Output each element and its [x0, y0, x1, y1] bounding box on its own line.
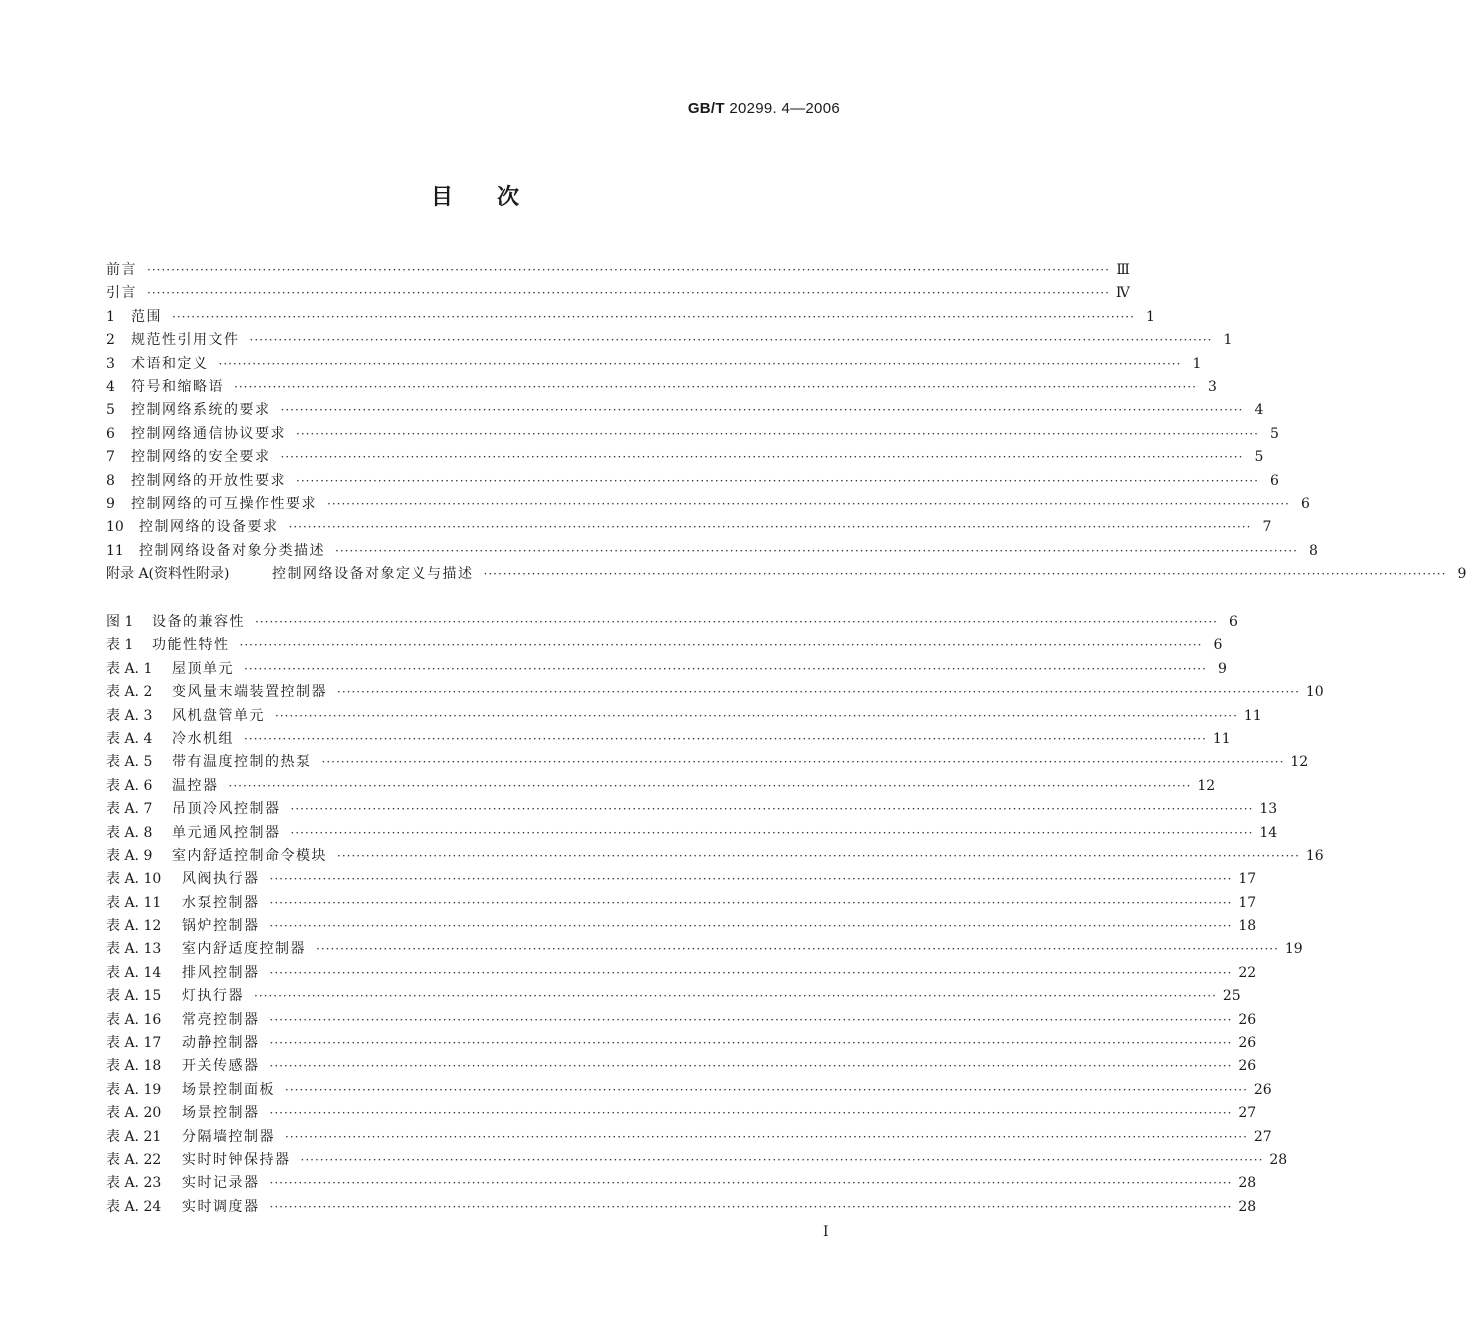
- dot-leader: ········································································································································································································: [285, 1082, 1248, 1097]
- dot-leader: ········································································································································································································: [483, 567, 1447, 582]
- toc-entry-page: 28: [1238, 1175, 1257, 1192]
- toc-entry-number: 2: [106, 332, 115, 349]
- dot-leader: ········································································································································································································: [335, 543, 1298, 558]
- toc-entry-label: 带有温度控制的热泵: [172, 754, 312, 771]
- toc-entry-number: 表 A. 16: [106, 1011, 162, 1028]
- dot-leader: ········································································································································································································: [244, 731, 1207, 746]
- toc-entry[interactable]: [106, 658, 1227, 681]
- toc-entry-page: 6: [1228, 614, 1238, 630]
- toc-entry[interactable]: [106, 728, 1231, 751]
- toc-entry-page: 10: [1305, 684, 1324, 701]
- toc-entry[interactable]: [106, 306, 1155, 329]
- standard-prefix: GB/T: [687, 100, 725, 117]
- toc-entry-page: 22: [1238, 964, 1257, 981]
- toc-entry[interactable]: [106, 634, 1223, 657]
- toc-entry-number: 8: [106, 472, 115, 489]
- toc-entry[interactable]: [106, 1032, 1257, 1055]
- dot-leader: ········································································································································································································: [290, 825, 1254, 840]
- toc-entry-label: 实时调度器: [182, 1198, 260, 1215]
- toc-entry-label: 前言: [106, 262, 137, 278]
- toc-entry-label: 引言: [106, 285, 137, 302]
- toc-entry-number: 10: [106, 519, 124, 536]
- toc-entry[interactable]: [106, 1149, 1288, 1172]
- toc-entry-number: 3: [106, 355, 115, 372]
- toc-entry-label: 风机盘管单元: [172, 707, 265, 724]
- standard-code: [688, 100, 840, 117]
- toc-entry[interactable]: [106, 259, 1130, 282]
- toc-entry-number: 11: [106, 542, 124, 559]
- toc-entry-label: 灯执行器: [182, 988, 244, 1005]
- toc-entry-label: 开关传感器: [182, 1058, 260, 1075]
- dot-leader: ········································································································································································································: [337, 848, 1300, 863]
- toc-entry-page: 5: [1269, 425, 1279, 442]
- toc-entry-page: 26: [1238, 1035, 1257, 1052]
- toc-entry-number: 9: [106, 495, 115, 512]
- toc-entry[interactable]: [106, 1172, 1257, 1195]
- toc-entry-number: 表 A. 13: [106, 941, 162, 958]
- toc-entry-number: 表 A. 24: [106, 1198, 162, 1215]
- toc-entry-page: 18: [1238, 918, 1257, 935]
- dot-leader: ········································································································································································································: [147, 263, 1110, 277]
- dot-leader: ········································································································································································································: [275, 708, 1238, 723]
- toc-entry-page: 11: [1212, 730, 1231, 747]
- toc-entry-number: 表 A. 8: [106, 824, 153, 841]
- toc-entry-page: 27: [1238, 1105, 1257, 1122]
- toc-entry-label: 规范性引用文件: [131, 332, 240, 349]
- toc-entry-number: 表 A. 1: [106, 660, 153, 677]
- dot-leader: ········································································································································································································: [269, 919, 1233, 934]
- toc-entry-page: 4: [1254, 402, 1264, 419]
- toc-entry[interactable]: [106, 423, 1279, 446]
- toc-entry-label: 功能性特性: [152, 637, 230, 654]
- toc-entry-label: 室内舒适控制命令模块: [172, 847, 327, 864]
- toc-entry[interactable]: [106, 915, 1257, 938]
- toc-entry-page: 17: [1238, 871, 1257, 888]
- dot-leader: ········································································································································································································: [239, 638, 1203, 653]
- toc-figures-list: [106, 611, 1324, 1219]
- toc-entry-page: 25: [1222, 988, 1241, 1005]
- toc-entry-page: 6: [1213, 637, 1223, 654]
- dot-leader: ········································································································································································································: [269, 1036, 1233, 1051]
- toc-entry-page: 28: [1238, 1198, 1257, 1215]
- dot-leader: ········································································································································································································: [255, 615, 1218, 629]
- dot-leader: ········································································································································································································: [269, 1199, 1233, 1214]
- toc-entry[interactable]: [106, 1196, 1257, 1219]
- toc-entry-number: 1: [106, 308, 115, 325]
- toc-entry-page: 11: [1243, 707, 1262, 724]
- dot-leader: ········································································································································································································: [147, 286, 1110, 301]
- dot-leader: ········································································································································································································: [296, 473, 1259, 488]
- toc-entry-number: 表 A. 21: [106, 1128, 162, 1145]
- toc-entry-label: 风阀执行器: [182, 871, 260, 888]
- toc-entry-number: 5: [106, 402, 115, 419]
- toc-entry-number: 6: [106, 425, 115, 442]
- toc-entry[interactable]: [106, 868, 1257, 891]
- toc-entry[interactable]: [106, 376, 1217, 399]
- toc-entry-page: 8: [1308, 542, 1318, 559]
- toc-entry-page: 27: [1253, 1128, 1272, 1145]
- toc-entry-number: 表 A. 20: [106, 1105, 162, 1122]
- toc-entry-label: 屋顶单元: [172, 660, 234, 677]
- toc-entry[interactable]: [106, 1055, 1257, 1078]
- dot-leader: ········································································································································································································: [290, 802, 1254, 817]
- toc-entry-number: 7: [106, 449, 115, 466]
- toc-entry-number: 表 A. 19: [106, 1081, 162, 1098]
- toc-entry-label: 常亮控制器: [182, 1011, 260, 1028]
- toc-entry-number: 表 A. 14: [106, 964, 162, 981]
- toc-entry-number: 表 A. 6: [106, 777, 153, 794]
- toc-entry-number: 图 1: [106, 614, 134, 630]
- toc-entry-page: 16: [1305, 847, 1324, 864]
- dot-leader: ········································································································································································································: [296, 426, 1259, 441]
- toc-entry[interactable]: [106, 985, 1241, 1008]
- toc-entry[interactable]: [106, 962, 1257, 985]
- dot-leader: ········································································································································································································: [228, 778, 1192, 793]
- toc-entry-page: Ⅳ: [1115, 285, 1130, 302]
- toc-entry-page: 14: [1259, 824, 1278, 841]
- toc-entry[interactable]: [106, 1079, 1272, 1102]
- toc-entry-label: 分隔墙控制器: [182, 1128, 275, 1145]
- toc-main-list: [106, 259, 1466, 586]
- toc-entry-page: 26: [1253, 1081, 1272, 1098]
- toc-entry-label: 控制网络系统的要求: [131, 402, 271, 419]
- dot-leader: ········································································································································································································: [285, 1129, 1248, 1144]
- toc-entry-page: 9: [1217, 660, 1227, 677]
- dot-leader: ········································································································································································································: [337, 685, 1300, 700]
- toc-entry-number: 表 A. 10: [106, 871, 162, 888]
- toc-entry[interactable]: [106, 822, 1278, 845]
- toc-entry-number: 表 A. 11: [106, 894, 162, 911]
- toc-entry-label: 冷水机组: [172, 730, 234, 747]
- toc-entry-page: 12: [1290, 754, 1309, 771]
- toc-entry-number: 表 A. 4: [106, 730, 153, 747]
- toc-entry[interactable]: [106, 938, 1303, 961]
- dot-leader: ········································································································································································································: [316, 942, 1279, 957]
- toc-entry-label: 符号和缩略语: [131, 378, 224, 395]
- toc-entry-label: 水泵控制器: [182, 894, 260, 911]
- toc-entry-page: 6: [1300, 495, 1310, 512]
- toc-entry[interactable]: [106, 493, 1310, 516]
- dot-leader: ········································································································································································································: [269, 1106, 1233, 1121]
- toc-entry-page: 1: [1223, 332, 1233, 349]
- toc-entry-page: 5: [1254, 449, 1264, 466]
- toc-entry-page: 26: [1238, 1058, 1257, 1075]
- toc-entry-label: 实时时钟保持器: [182, 1151, 291, 1168]
- toc-entry-page: 9: [1457, 566, 1466, 583]
- toc-entry[interactable]: [106, 611, 1238, 634]
- dot-leader: ········································································································································································································: [234, 379, 1197, 394]
- toc-entry[interactable]: [106, 470, 1279, 493]
- toc-entry-label: 场景控制面板: [182, 1081, 275, 1098]
- toc-entry-label: 变风量末端装置控制器: [172, 684, 327, 701]
- toc-entry-label: 控制网络的可互操作性要求: [131, 495, 317, 512]
- toc-entry-label: 单元通风控制器: [172, 824, 281, 841]
- toc-entry[interactable]: [106, 798, 1278, 821]
- toc-entry-page: 26: [1238, 1011, 1257, 1028]
- toc-entry[interactable]: [106, 845, 1324, 868]
- toc-entry-number: 表 A. 9: [106, 847, 153, 864]
- dot-leader: ········································································································································································································: [327, 496, 1290, 511]
- toc-entry-number: 表 A. 23: [106, 1175, 162, 1192]
- toc-entry-page: 1: [1192, 355, 1202, 372]
- toc-entry-page: 1: [1145, 308, 1155, 325]
- toc-entry-number: 表 A. 5: [106, 754, 153, 771]
- toc-entry-page: 3: [1207, 378, 1217, 395]
- dot-leader: ········································································································································································································: [321, 755, 1285, 770]
- toc-entry-label: 范围: [131, 308, 162, 325]
- toc-entry-label: 温控器: [172, 777, 219, 794]
- dot-leader: ········································································································································································································: [269, 1059, 1233, 1074]
- toc-entry[interactable]: [106, 563, 1466, 586]
- toc-entry-label: 控制网络设备对象分类描述: [139, 542, 325, 559]
- toc-entry[interactable]: [106, 1009, 1257, 1032]
- dot-leader: ········································································································································································································: [280, 403, 1244, 418]
- toc-entry-label: 吊顶冷风控制器: [172, 801, 281, 818]
- toc-entry-page: 19: [1284, 941, 1303, 958]
- page-title: 目次: [430, 185, 563, 210]
- toc-entry-number: 表 1: [106, 637, 134, 654]
- dot-leader: ········································································································································································································: [269, 895, 1233, 910]
- toc-entry-label: 室内舒适度控制器: [182, 941, 306, 958]
- toc-entry-number: 表 A. 2: [106, 684, 153, 701]
- dot-leader: ········································································································································································································: [254, 989, 1217, 1004]
- dot-leader: ········································································································································································································: [269, 872, 1233, 887]
- toc-entry-number: 表 A. 7: [106, 801, 153, 818]
- toc-entry-label: 控制网络的开放性要求: [131, 472, 286, 489]
- toc-entry-label: 锅炉控制器: [182, 918, 260, 935]
- toc-entry[interactable]: [106, 399, 1264, 422]
- dot-leader: ········································································································································································································: [269, 1176, 1233, 1191]
- toc-entry-page: Ⅲ: [1116, 262, 1130, 278]
- toc-entry-label: 实时记录器: [182, 1175, 260, 1192]
- toc-entry-number: 表 A. 18: [106, 1058, 162, 1075]
- toc-entry[interactable]: [106, 681, 1324, 704]
- toc-entry-number: 4: [106, 378, 115, 395]
- toc-entry[interactable]: [106, 1126, 1272, 1149]
- toc-entry-label: 动静控制器: [182, 1035, 260, 1052]
- toc-entry[interactable]: [106, 751, 1309, 774]
- dot-leader: ········································································································································································································: [172, 309, 1135, 324]
- toc-entry-page: 12: [1197, 777, 1216, 794]
- toc-entry-number: 表 A. 3: [106, 707, 153, 724]
- toc-entry[interactable]: [106, 329, 1233, 352]
- toc-entry[interactable]: [106, 1102, 1257, 1125]
- toc-entry-label: 排风控制器: [182, 964, 260, 981]
- dot-leader: ········································································································································································································: [280, 450, 1244, 465]
- dot-leader: ········································································································································································································: [300, 1152, 1264, 1167]
- toc-entry-page: 13: [1259, 801, 1278, 818]
- toc-entry-label: 控制网络的安全要求: [131, 449, 271, 466]
- toc-entry-label: 术语和定义: [131, 355, 209, 372]
- toc-entry[interactable]: [106, 446, 1264, 469]
- toc-entry-page: 6: [1269, 472, 1279, 489]
- toc-entry-number: 表 A. 12: [106, 918, 162, 935]
- toc-entry[interactable]: [106, 282, 1130, 305]
- dot-leader: ········································································································································································································: [218, 356, 1182, 371]
- toc-entry-label: 控制网络的设备要求: [139, 519, 279, 536]
- dot-leader: ········································································································································································································: [269, 965, 1233, 980]
- dot-leader: ········································································································································································································: [288, 520, 1252, 535]
- toc-entry[interactable]: [106, 705, 1262, 728]
- toc-entry-page: 28: [1269, 1151, 1288, 1168]
- toc-entry-label: 控制网络通信协议要求: [131, 425, 286, 442]
- toc-entry-number: 表 A. 17: [106, 1035, 162, 1052]
- toc-entry-page: 7: [1262, 519, 1272, 536]
- toc-entry-label: 设备的兼容性: [152, 614, 245, 630]
- toc-entry[interactable]: [106, 892, 1257, 915]
- dot-leader: ········································································································································································································: [249, 333, 1213, 348]
- toc-entry[interactable]: [106, 540, 1318, 563]
- toc-entry-label: 控制网络设备对象定义与描述: [272, 566, 474, 583]
- toc-entry-number: 表 A. 15: [106, 988, 162, 1005]
- toc-entry-label: 场景控制器: [182, 1105, 260, 1122]
- toc-entry-page: 17: [1238, 894, 1257, 911]
- toc-entry[interactable]: [106, 353, 1202, 376]
- toc-entry-number: 附录 A(资料性附录): [106, 566, 230, 583]
- dot-leader: ········································································································································································································: [244, 661, 1207, 676]
- toc-entry-number: 表 A. 22: [106, 1151, 162, 1168]
- footer-page-number: I: [823, 1224, 829, 1240]
- toc-entry[interactable]: [106, 516, 1272, 539]
- dot-leader: ········································································································································································································: [269, 1012, 1233, 1027]
- standard-number: 20299. 4—2006: [724, 100, 840, 117]
- toc-entry[interactable]: [106, 775, 1216, 798]
